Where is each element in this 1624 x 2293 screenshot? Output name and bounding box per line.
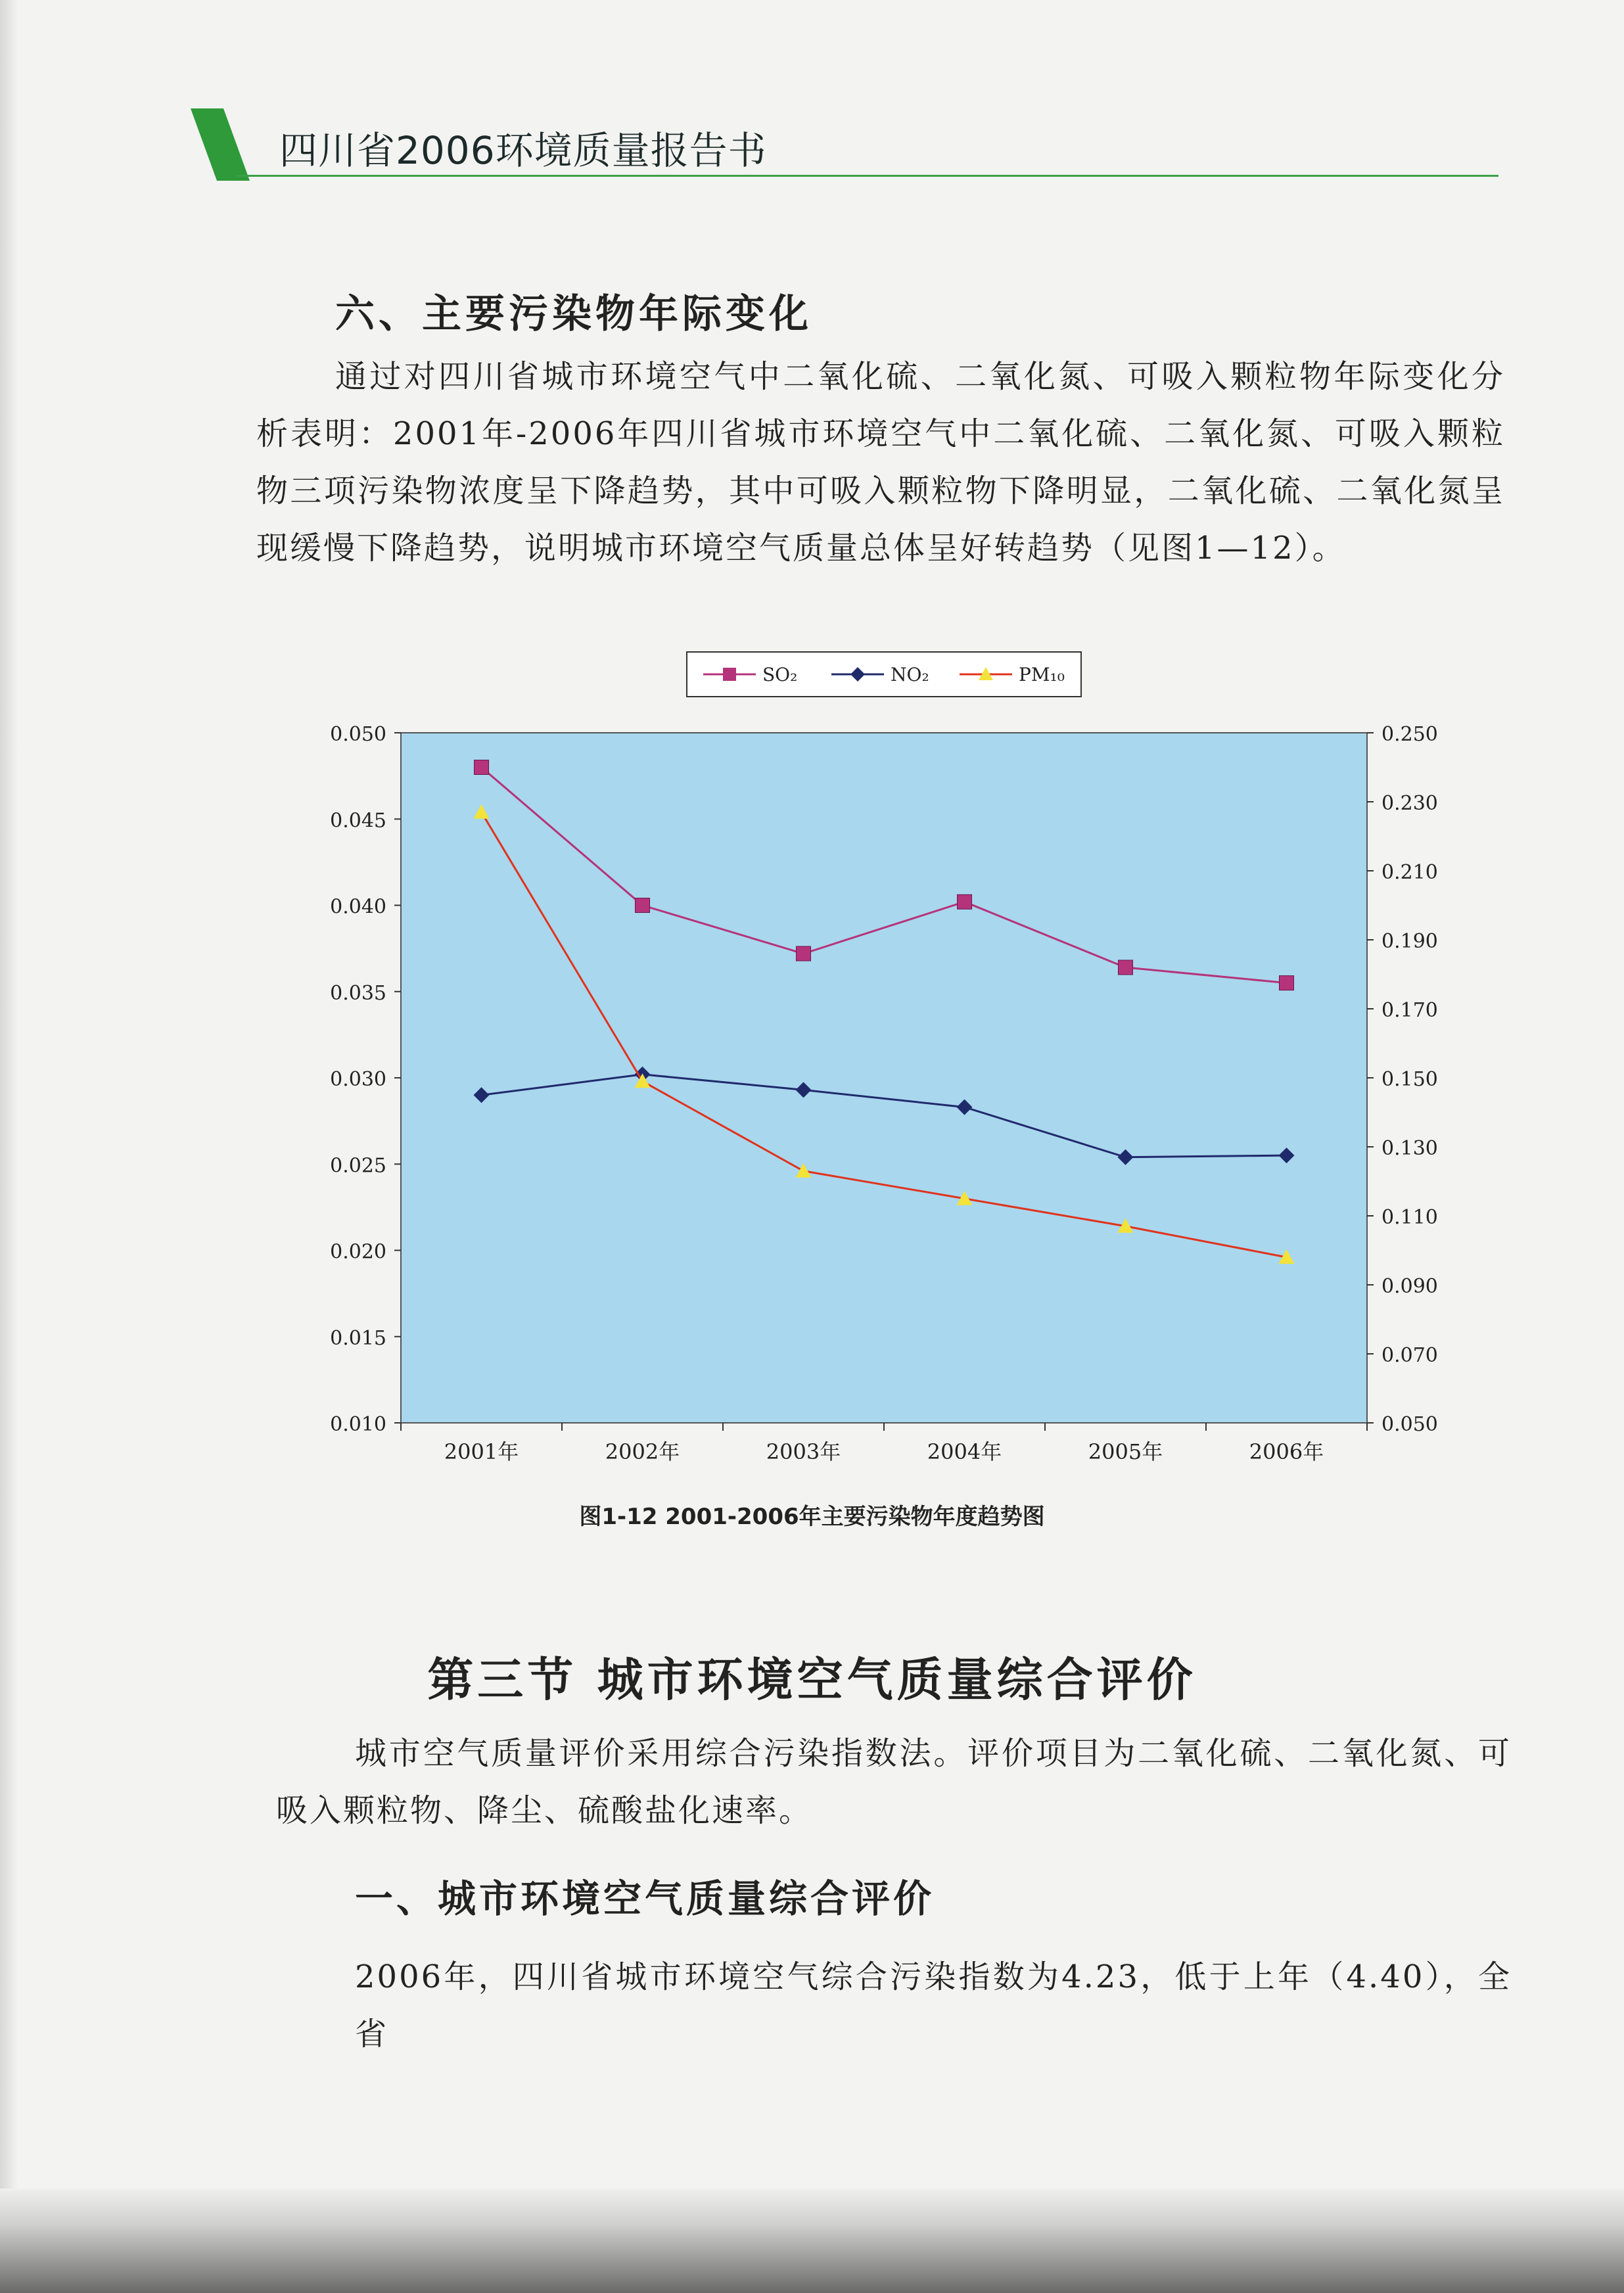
so2-point <box>636 898 650 913</box>
x-category-label: 2004年 <box>927 1439 1002 1464</box>
so2-point <box>1119 960 1133 975</box>
header-rule <box>237 175 1498 177</box>
right-tick-label: 0.050 <box>1381 1413 1438 1436</box>
right-tick-label: 0.150 <box>1381 1068 1438 1091</box>
legend-label: PM₁₀ <box>1019 664 1065 685</box>
plot-area <box>401 733 1367 1423</box>
header-title: 四川省2006环境质量报告书 <box>279 128 767 173</box>
right-tick-label: 0.170 <box>1381 999 1438 1022</box>
right-tick-label: 0.230 <box>1381 792 1438 815</box>
left-tick-label: 0.020 <box>330 1240 386 1264</box>
right-tick-label: 0.110 <box>1381 1206 1438 1229</box>
left-tick-label: 0.050 <box>330 723 386 746</box>
left-tick-label: 0.045 <box>330 809 386 833</box>
right-tick-label: 0.190 <box>1381 930 1438 953</box>
left-tick-label: 0.030 <box>330 1068 386 1091</box>
x-category-label: 2006年 <box>1249 1439 1324 1464</box>
so2-point <box>797 946 811 961</box>
left-tick-label: 0.010 <box>330 1413 386 1436</box>
x-category-label: 2002年 <box>605 1439 680 1464</box>
chart-svg <box>315 644 1472 1485</box>
chart-caption: 图1-12 2001-2006年主要污染物年度趋势图 <box>579 1504 1045 1530</box>
paragraph-3: 2006年，四川省城市环境空气综合污染指数为4.23，低于上年（4.40），全省 <box>355 1958 1512 2052</box>
so2-point <box>958 894 972 909</box>
right-tick-label: 0.130 <box>1381 1137 1438 1160</box>
so2-point <box>475 760 489 775</box>
paragraph-2: 城市空气质量评价采用综合污染指数法。评价项目为二氧化硫、二氧化氮、可吸入颗粒物、降尘、硫酸盐化速率。 <box>276 1735 1512 1829</box>
legend-label: NO₂ <box>891 664 929 685</box>
scan-bottom-shadow <box>0 2189 1624 2293</box>
section-heading: 六、主要污染物年际变化 <box>335 291 812 337</box>
left-tick-label: 0.025 <box>330 1154 386 1178</box>
chapter-title: 第三节 城市环境空气质量综合评价 <box>427 1652 1197 1707</box>
x-category-label: 2005年 <box>1088 1439 1163 1464</box>
right-tick-label: 0.250 <box>1381 723 1438 746</box>
trend-chart <box>315 644 1472 1485</box>
left-tick-label: 0.035 <box>330 981 386 1005</box>
right-tick-label: 0.070 <box>1381 1344 1438 1367</box>
right-tick-label: 0.210 <box>1381 861 1438 884</box>
header-green-mark <box>191 108 250 181</box>
x-category-label: 2003年 <box>766 1439 841 1464</box>
left-tick-label: 0.040 <box>330 895 386 919</box>
subsection-heading: 一、城市环境空气质量综合评价 <box>355 1876 935 1921</box>
legend-label: SO₂ <box>762 664 798 685</box>
x-category-label: 2001年 <box>444 1439 519 1464</box>
right-tick-label: 0.090 <box>1381 1275 1438 1298</box>
section-paragraph: 通过对四川省城市环境空气中二氧化硫、二氧化氮、可吸入颗粒物年际变化分析表明：2001年-2006年四川省城市环境空气中二氧化硫、二氧化氮、可吸入颗粒物三项污染物浓度呈下降趋势，其中可吸入颗粒物下降明显，二氧化硫、二氧化氮呈现缓慢下降趋势，说明城市环境空气质量总体呈好转趋势（见图1—12）。 <box>256 358 1505 567</box>
legend-so2-marker <box>723 668 736 681</box>
so2-point <box>1280 976 1294 990</box>
page-edge <box>0 0 18 2293</box>
left-tick-label: 0.015 <box>330 1326 386 1350</box>
